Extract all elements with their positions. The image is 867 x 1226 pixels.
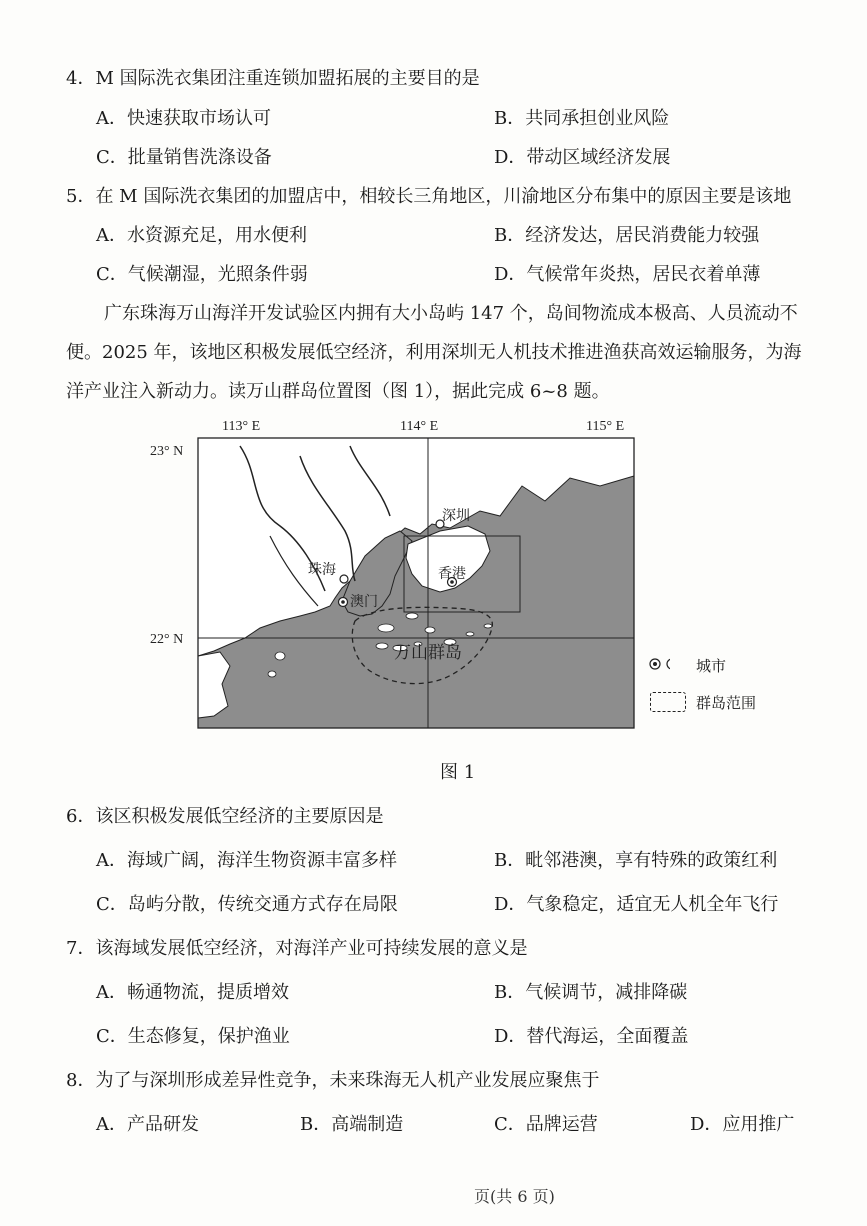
q7-option-d: D．替代海运，全面覆盖 (494, 1026, 689, 1047)
label-shenzhen: 深圳 (442, 508, 470, 524)
figure-caption: 图 1 (440, 762, 476, 783)
label-macau: 澳门 (350, 594, 378, 610)
q6-option-c: C．岛屿分散，传统交通方式存在局限 (96, 894, 398, 915)
lon-label-113: 113° E (222, 419, 261, 434)
legend-group-label: 群岛范围 (696, 694, 757, 712)
q8-stem: 8．为了与深圳形成差异性竞争，未来珠海无人机产业发展应聚焦于 (66, 1070, 600, 1091)
q4-option-b: B．共同承担创业风险 (494, 108, 670, 129)
q8-option-c: C．品牌运营 (494, 1114, 598, 1135)
q6-option-b: B．毗邻港澳，享有特殊的政策红利 (494, 850, 778, 871)
passage-line-3: 洋产业注入新动力。读万山群岛位置图（图 1），据此完成 6~8 题。 (66, 381, 610, 402)
q8-option-b: B．高端制造 (300, 1114, 404, 1135)
q4-stem: 4．M 国际洗衣集团注重连锁加盟拓展的主要目的是 (66, 68, 480, 89)
label-hongkong: 香港 (438, 566, 466, 582)
zhuhai-marker (340, 575, 348, 583)
q8-option-d: D．应用推广 (690, 1114, 795, 1135)
map-frame (198, 438, 634, 728)
lat-label-22: 22° N (150, 632, 184, 647)
lon-label-115: 115° E (586, 419, 625, 434)
legend-group-swatch (650, 692, 686, 712)
q7-option-c: C．生态修复，保护渔业 (96, 1026, 290, 1047)
macau-marker-dot (341, 600, 345, 604)
q7-stem: 7．该海域发展低空经济，对海洋产业可持续发展的意义是 (66, 938, 528, 959)
q6-stem: 6．该区积极发展低空经济的主要原因是 (66, 806, 384, 827)
q4-option-d: D．带动区域经济发展 (494, 147, 671, 168)
map-legend (650, 659, 670, 669)
legend-city-marker-open (667, 659, 670, 669)
passage-line-2: 便。2025 年，该地区积极发展低空经济，利用深圳无人机技术推进渔获高效运输服务，为海 (66, 342, 802, 363)
q6-option-d: D．气象稳定，适宜无人机全年飞行 (494, 894, 779, 915)
q6-option-a: A．海域广阔，海洋生物资源丰富多样 (96, 850, 397, 871)
q5-stem: 5．在 M 国际洗衣集团的加盟店中，相较长三角地区，川渝地区分布集中的原因主要是该地 (66, 186, 792, 207)
q5-option-b: B．经济发达，居民消费能力较强 (494, 225, 760, 246)
lon-label-114: 114° E (400, 419, 439, 434)
label-zhuhai: 珠海 (308, 562, 336, 578)
wanshan-location-map (150, 416, 670, 736)
q4-option-c: C．批量销售洗涤设备 (96, 147, 272, 168)
label-wanshan-islands: 万山群岛 (394, 643, 462, 663)
q5-option-c: C．气候潮湿，光照条件弱 (96, 264, 308, 285)
q5-option-d: D．气候常年炎热，居民衣着单薄 (494, 264, 761, 285)
q7-option-a: A．畅通物流，提质增效 (96, 982, 289, 1003)
passage-line-1: 广东珠海万山海洋开发试验区内拥有大小岛屿 147 个，岛间物流成本极高、人员流动不 (104, 303, 798, 324)
q8-option-a: A．产品研发 (96, 1114, 199, 1135)
lat-label-23: 23° N (150, 444, 184, 459)
page-footer: 页(共 6 页) (474, 1187, 555, 1206)
legend-city-label: 城市 (696, 657, 727, 675)
q7-option-b: B．气候调节，减排降碳 (494, 982, 688, 1003)
q4-option-a: A．快速获取市场认可 (96, 108, 271, 129)
q5-option-a: A．水资源充足，用水便利 (96, 225, 307, 246)
